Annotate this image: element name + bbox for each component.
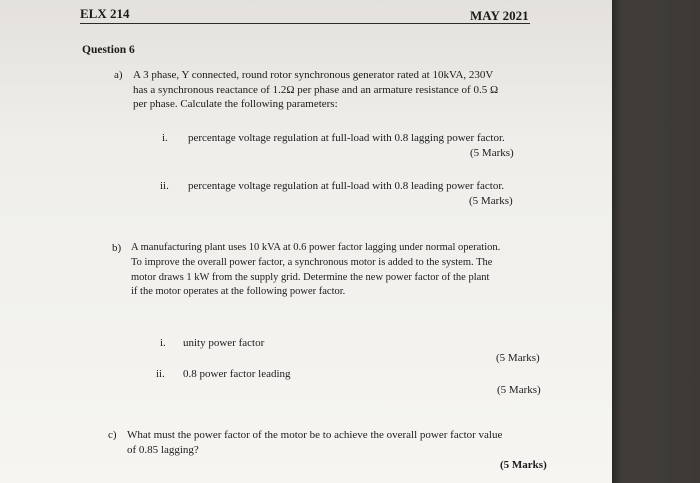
header-rule	[80, 23, 530, 24]
part-b-text	[131, 241, 500, 300]
exam-date: MAY 2021	[470, 8, 529, 23]
question-title: Question 6	[82, 44, 135, 56]
part-c-text	[127, 428, 502, 458]
part-c-marks: (5 Marks)	[500, 459, 547, 471]
part-b-item-number: ii.	[156, 368, 165, 380]
part-c-label: c)	[108, 429, 117, 441]
part-c-line: What must the power factor of the motor be to achieve the overall power factor value	[127, 429, 503, 441]
part-b-label: b)	[112, 242, 122, 254]
part-a-item-number: ii.	[160, 180, 169, 192]
part-b-item-marks: (5 Marks)	[496, 352, 540, 364]
part-a-label: a)	[114, 69, 123, 81]
part-b-line: A manufacturing plant uses 10 kVA at 0.6 power factor lagging under normal operation.	[131, 242, 501, 253]
part-b-item-number: i.	[160, 337, 166, 349]
part-a-text	[133, 68, 498, 112]
paper-edge-shadow	[612, 0, 622, 483]
part-a-line: has a synchronous reactance of 1.2Ω per phase and an armature resistance of 0.5 Ω	[133, 83, 499, 96]
part-b-item-text: 0.8 power factor leading	[183, 368, 291, 380]
part-a-line: per phase. Calculate the following parameters:	[133, 98, 338, 110]
part-c-line: of 0.85 lagging?	[127, 444, 199, 456]
part-a-item-text: percentage voltage regulation at full-load with 0.8 lagging power factor.	[188, 132, 505, 144]
part-b-item-text: unity power factor	[183, 337, 265, 349]
course-code: ELX 214	[80, 6, 130, 21]
part-b-item-marks: (5 Marks)	[497, 384, 541, 396]
part-a-line: A 3 phase, Y connected, round rotor synchronous generator rated at 10kVA, 230V	[133, 69, 494, 81]
part-b-line: motor draws 1 kW from the supply grid. Determine the new power factor of the plant	[131, 271, 490, 283]
part-b-line: To improve the overall power factor, a synchronous motor is added to the system. The	[131, 256, 493, 268]
part-a-item-text: percentage voltage regulation at full-load with 0.8 leading power factor.	[188, 180, 505, 192]
part-b-line: if the motor operates at the following power factor.	[131, 286, 346, 298]
part-a-item-marks: (5 Marks)	[469, 195, 513, 207]
part-a-item-marks: (5 Marks)	[470, 147, 514, 159]
part-a-item-number: i.	[162, 132, 168, 144]
